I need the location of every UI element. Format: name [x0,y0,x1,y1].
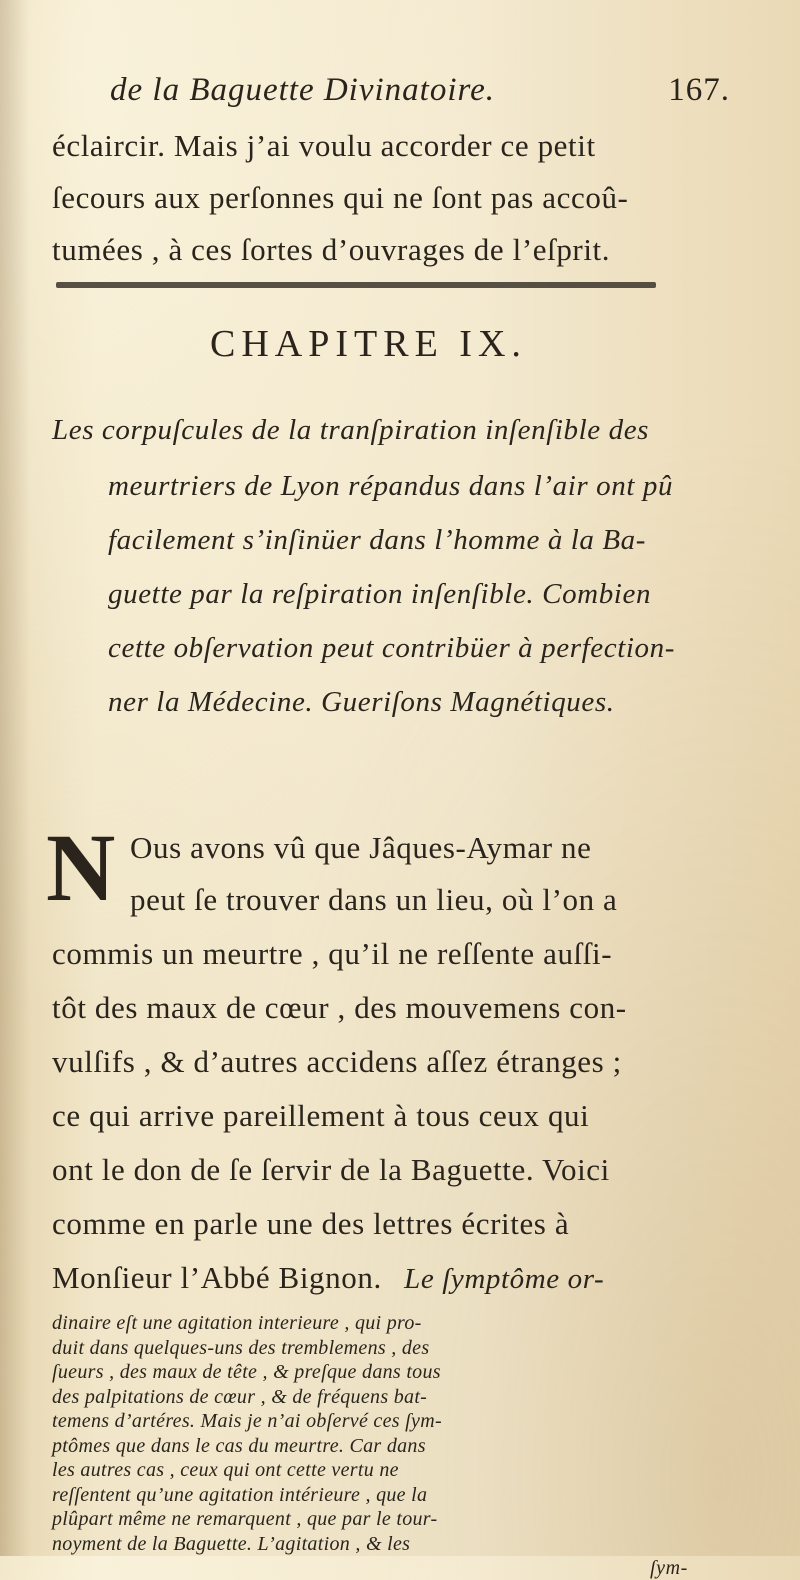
running-head [110,72,730,109]
section-rule [56,282,656,288]
running-head-title: de la Baguette Divinatoire. [110,72,496,108]
summary-line-1: Les corpuſcules de la tranſpiration inſenſible des [52,414,650,446]
quote-line-1: dinaire eſt une agitation interieure , qui pro- [52,1312,422,1334]
body-line-2: peut ſe trouver dans un lieu, où l’on a [130,882,618,917]
quote-line-2: duit dans quelques-uns des tremblemens , des [52,1336,430,1359]
body-line-4: tôt des maux de cœur , des mouvemens con- [52,990,627,1025]
summary-line-2: meurtriers de Lyon répandus dans l’air ont pû [108,470,674,502]
body-line-9-italic: Le ſymptôme or- [404,1263,605,1295]
body-line-8: comme en parle une des lettres écrites à [52,1206,570,1241]
quote-line-10: noyment de la Baguette. L’agitation , & les [52,1532,411,1555]
quote-line-8: reſſentent qu’une agitation intérieure , que la [52,1483,428,1506]
chapter-heading: CHAPITRE IX. [210,323,527,365]
intro-line-3: tumées , à ces ſortes d’ouvrages de l’eſprit. [52,232,611,267]
summary-line-4: guette par la reſpiration inſenſible. Combien [108,578,652,610]
body-line-9-roman: Monſieur l’Abbé Bignon. [52,1260,382,1295]
catchword: ſym- [650,1557,688,1579]
body-line-7: ont le don de ſe ſervir de la Baguette. Voici [52,1152,610,1187]
drop-cap: N [46,814,116,921]
summary-line-3: facilement s’inſinüer dans l’homme à la Ba- [108,524,647,556]
body-line-5: vulſifs , & d’autres accidens aſſez étranges ; [52,1044,622,1079]
quote-line-9: plûpart même ne remarquent , que par le tour- [52,1508,438,1530]
summary-line-5: cette obſervation peut contribüer à perfection- [108,632,675,664]
body-line-3: commis un meurtre , qu’il ne reſſente auſſi- [52,936,613,971]
quote-line-4: des palpitations de cœur , & de fréquens bat- [52,1385,428,1408]
quote-line-7: les autres cas , ceux qui ont cette vertu ne [52,1459,399,1481]
page-number: 167. [668,72,730,108]
body-line-9 [52,1260,604,1296]
quote-line-3: ſueurs , des maux de tête , & preſque dans tous [52,1361,441,1383]
quote-line-6: ptômes que dans le cas du meurtre. Car dans [52,1434,426,1457]
body-line-1: Ous avons vû que Jâques-Aymar ne [130,830,592,865]
body-line-6: ce qui arrive pareillement à tous ceux qui [52,1098,590,1133]
quote-line-5: temens d’artéres. Mais je n’ai obſervé ces ſym- [52,1410,442,1432]
summary-line-6: ner la Médecine. Gueriſons Magnétiques. [108,686,615,718]
intro-line-2: ſecours aux perſonnes qui ne ſont pas accoû- [52,180,629,215]
page-gutter-shadow [0,0,30,1556]
intro-line-1: éclaircir. Mais j’ai voulu accorder ce petit [52,128,596,163]
